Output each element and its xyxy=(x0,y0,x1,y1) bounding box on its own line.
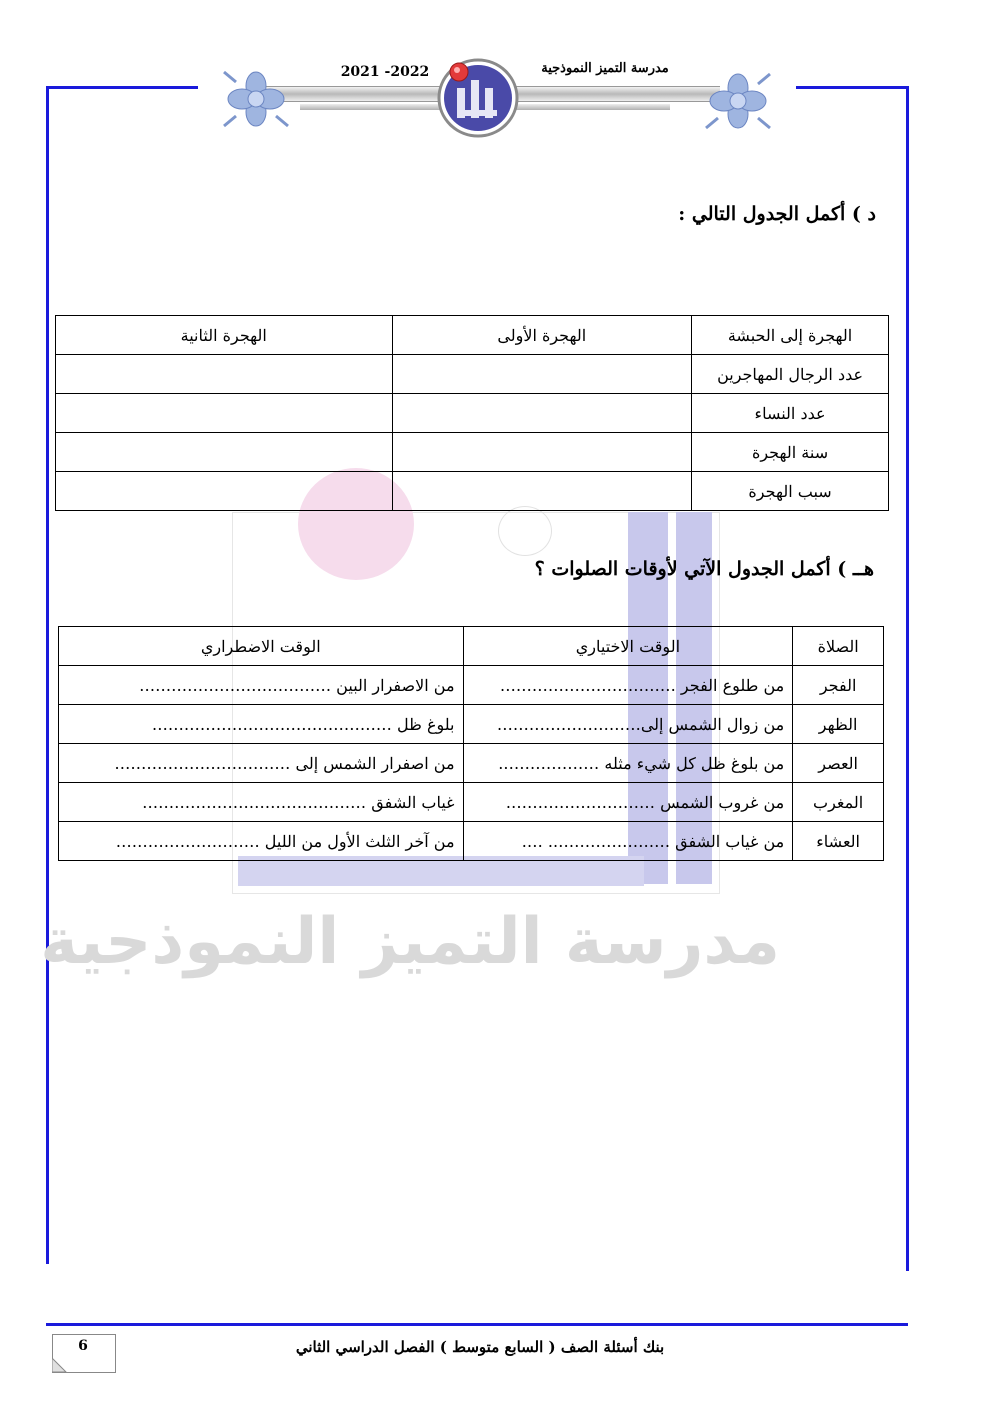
migration-cell[interactable] xyxy=(56,433,393,472)
prayer-optional-time[interactable]: من بلوغ ظل كل شيء مثله ………………. xyxy=(463,744,793,783)
page-number: 6 xyxy=(78,1338,88,1354)
frame-left xyxy=(46,86,49,1264)
migration-header-abyssinia: الهجرة إلى الحبشة xyxy=(692,316,889,355)
section-h-title: هــ ) أكمل الجدول الآتي لأوقات الصلوات ؟ xyxy=(534,558,874,580)
school-logo-icon xyxy=(437,58,519,138)
prayer-necessity-time[interactable]: من آخر الثلث الأول من الليل ……………………… xyxy=(59,822,464,861)
migration-row-label: سبب الهجرة xyxy=(692,472,889,511)
prayer-name: العصر xyxy=(793,744,884,783)
header-school-name: مدرسة التميز النموذجية xyxy=(541,61,669,76)
header-year: 2021 -2022 xyxy=(340,64,430,80)
prayer-name: العشاء xyxy=(793,822,884,861)
migration-header-first: الهجرة الأولى xyxy=(392,316,692,355)
prayer-optional-time[interactable]: من طلوع الفجر …………………………… xyxy=(463,666,793,705)
frame-top-left xyxy=(46,86,198,89)
migration-row-label: عدد الرجال المهاجرين xyxy=(692,355,889,394)
prayer-optional-time[interactable]: من غروب الشمس ………………………. xyxy=(463,783,793,822)
prayer-optional-time[interactable]: من غياب الشفق ………………….. …. xyxy=(463,822,793,861)
prayer-necessity-time[interactable]: غياب الشفق …………………………………… xyxy=(59,783,464,822)
migration-row-label: سنة الهجرة xyxy=(692,433,889,472)
migration-cell[interactable] xyxy=(56,355,393,394)
watermark-circle-small xyxy=(498,506,552,556)
prayer-header-necessity: الوقت الاضطراري xyxy=(59,627,464,666)
prayer-necessity-time[interactable]: بلوغ ظل ……………………………………… xyxy=(59,705,464,744)
prayer-name: الظهر xyxy=(793,705,884,744)
prayer-name: الفجر xyxy=(793,666,884,705)
frame-bottom xyxy=(46,1323,908,1326)
prayer-name: المغرب xyxy=(793,783,884,822)
prayer-header-optional: الوقت الاختياري xyxy=(463,627,793,666)
migration-row-label: عدد النساء xyxy=(692,394,889,433)
prayer-necessity-time[interactable]: من الاصفرار البين ……………………………… xyxy=(59,666,464,705)
prayer-optional-time[interactable]: من زوال الشمس إلى……………………… xyxy=(463,705,793,744)
migration-cell[interactable] xyxy=(56,472,393,511)
frame-top-right xyxy=(796,86,909,89)
prayer-necessity-time[interactable]: من اصفرار الشمس إلى …………………………… xyxy=(59,744,464,783)
migration-cell[interactable] xyxy=(392,433,692,472)
prayer-header-name: الصلاة xyxy=(793,627,884,666)
migration-cell[interactable] xyxy=(392,355,692,394)
flower-right-icon xyxy=(702,66,774,136)
migration-header-second: الهجرة الثانية xyxy=(56,316,393,355)
migration-cell[interactable] xyxy=(392,472,692,511)
section-d-title: د ) أكمل الجدول التالي : xyxy=(678,203,876,225)
migration-cell[interactable] xyxy=(56,394,393,433)
frame-right xyxy=(906,86,909,1271)
watermark-school-name: مدرسة التميز النموذجية xyxy=(40,905,780,979)
migration-table xyxy=(55,315,889,511)
footer-title: بنك أسئلة الصف ( السابع متوسط ) الفصل الدراسي الثاني xyxy=(295,1338,665,1356)
prayer-times-table xyxy=(58,626,884,861)
flower-left-icon xyxy=(220,64,292,134)
page-curl-icon xyxy=(52,1358,72,1372)
migration-cell[interactable] xyxy=(392,394,692,433)
